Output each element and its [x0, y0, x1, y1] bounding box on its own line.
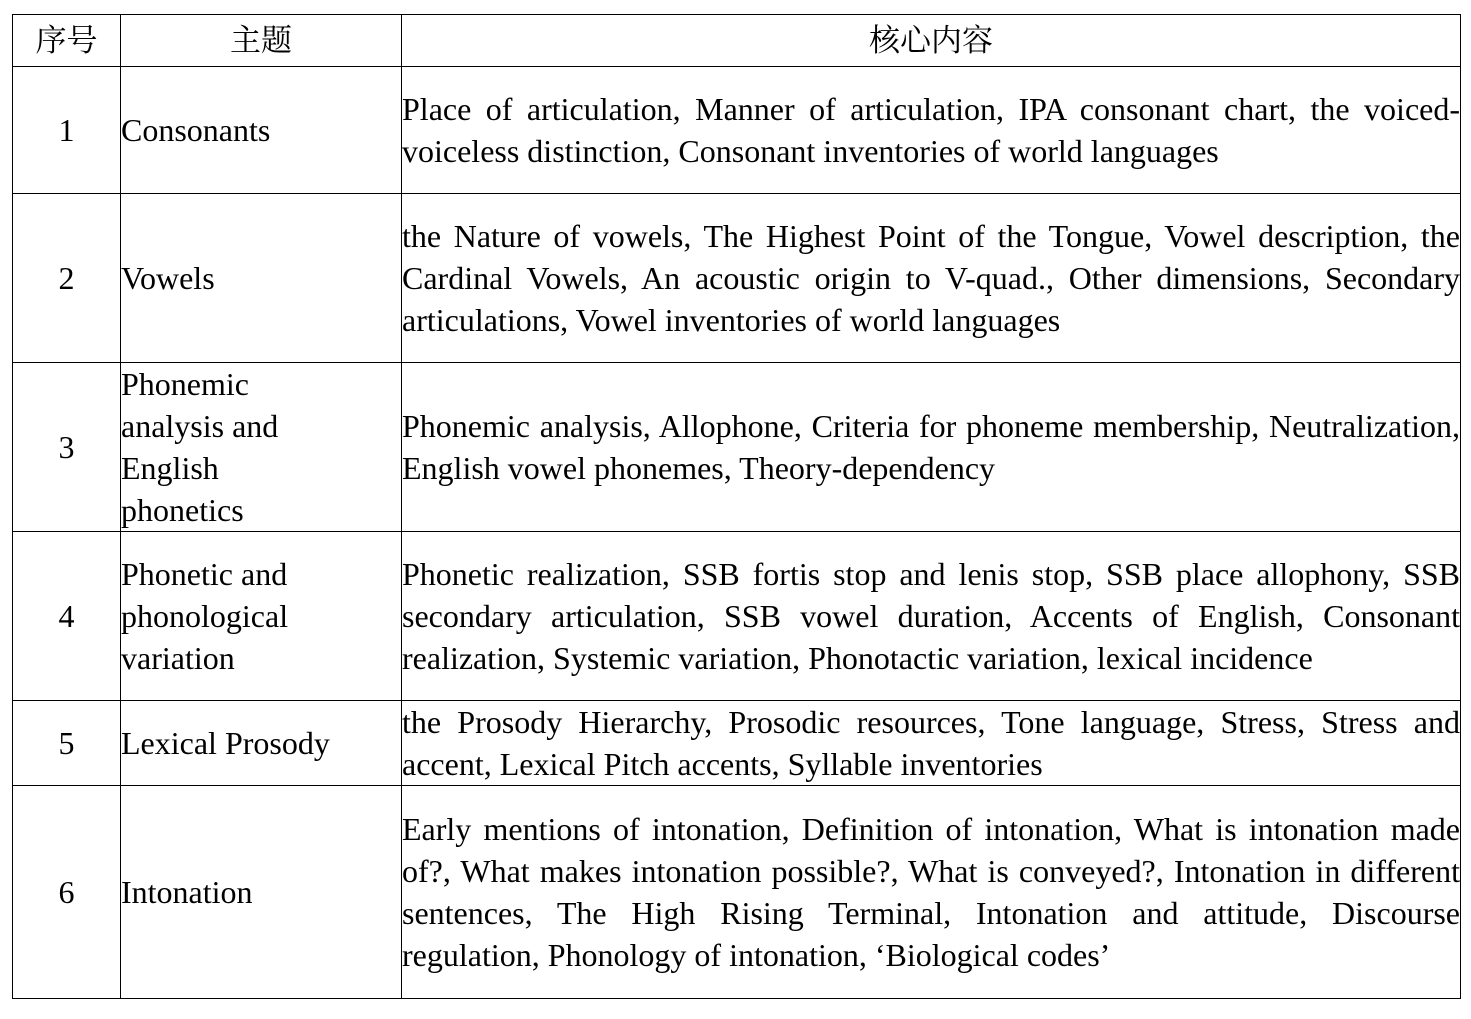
row-topic	[121, 363, 402, 532]
row-number: 6	[13, 786, 121, 999]
table-header	[13, 15, 1461, 67]
row-topic-line: Phonemic	[121, 366, 249, 402]
row-number: 3	[13, 363, 121, 532]
row-number: 4	[13, 532, 121, 701]
row-content: Place of articulation, Manner of articulation, IPA consonant chart, the voiced-voiceless distinction, Consonant inventories of world languages	[402, 67, 1461, 194]
header-number: 序号	[13, 15, 121, 67]
syllabus-table	[12, 14, 1461, 999]
row-topic-line: Intonation	[121, 874, 253, 910]
row-topic-line: phonetics	[121, 492, 244, 528]
table-body	[13, 67, 1461, 999]
table-row	[13, 701, 1461, 786]
row-topic-line: Consonants	[121, 112, 271, 148]
row-topic-line: English	[121, 450, 219, 486]
header-row	[13, 15, 1461, 67]
row-content: Phonetic realization, SSB fortis stop and lenis stop, SSB place allophony, SSB secondary articulation, SSB vowel duration, Accents of English, Consonant realization, Systemic variation, Phonotactic variation, lexical incidence	[402, 532, 1461, 701]
row-content: the Nature of vowels, The Highest Point of the Tongue, Vowel description, the Cardinal Vowels, An acoustic origin to V-quad., Other dimensions, Secondary articulations, Vowel inventories of world languages	[402, 194, 1461, 363]
row-topic	[121, 67, 402, 194]
row-topic	[121, 532, 402, 701]
table-row	[13, 532, 1461, 701]
row-number: 2	[13, 194, 121, 363]
row-content: the Prosody Hierarchy, Prosodic resources, Tone language, Stress, Stress and accent, Lexical Pitch accents, Syllable inventories	[402, 701, 1461, 786]
row-topic-line: variation	[121, 640, 235, 676]
row-topic	[121, 786, 402, 999]
row-number: 1	[13, 67, 121, 194]
row-topic-line: phonological	[121, 598, 289, 634]
table-row	[13, 194, 1461, 363]
row-content: Phonemic analysis, Allophone, Criteria for phoneme membership, Neutralization, English vowel phonemes, Theory-dependency	[402, 363, 1461, 532]
header-topic: 主题	[121, 15, 402, 67]
row-topic	[121, 194, 402, 363]
row-topic-line: Phonetic and	[121, 556, 288, 592]
row-number: 5	[13, 701, 121, 786]
row-topic-line: Vowels	[121, 260, 215, 296]
row-content: Early mentions of intonation, Definition of intonation, What is intonation made of?, What makes intonation possible?, What is conveyed?, Intonation in different sentences, The High Rising Terminal, Intonation and attitude, Discourse regulation, Phonology of intonation, ‘Biological codes’	[402, 786, 1461, 999]
row-topic-line: analysis and	[121, 408, 279, 444]
header-content: 核心内容	[402, 15, 1461, 67]
table-row	[13, 67, 1461, 194]
table-row	[13, 363, 1461, 532]
table-row	[13, 786, 1461, 999]
row-topic-line: Lexical Prosody	[121, 725, 330, 761]
row-topic	[121, 701, 402, 786]
